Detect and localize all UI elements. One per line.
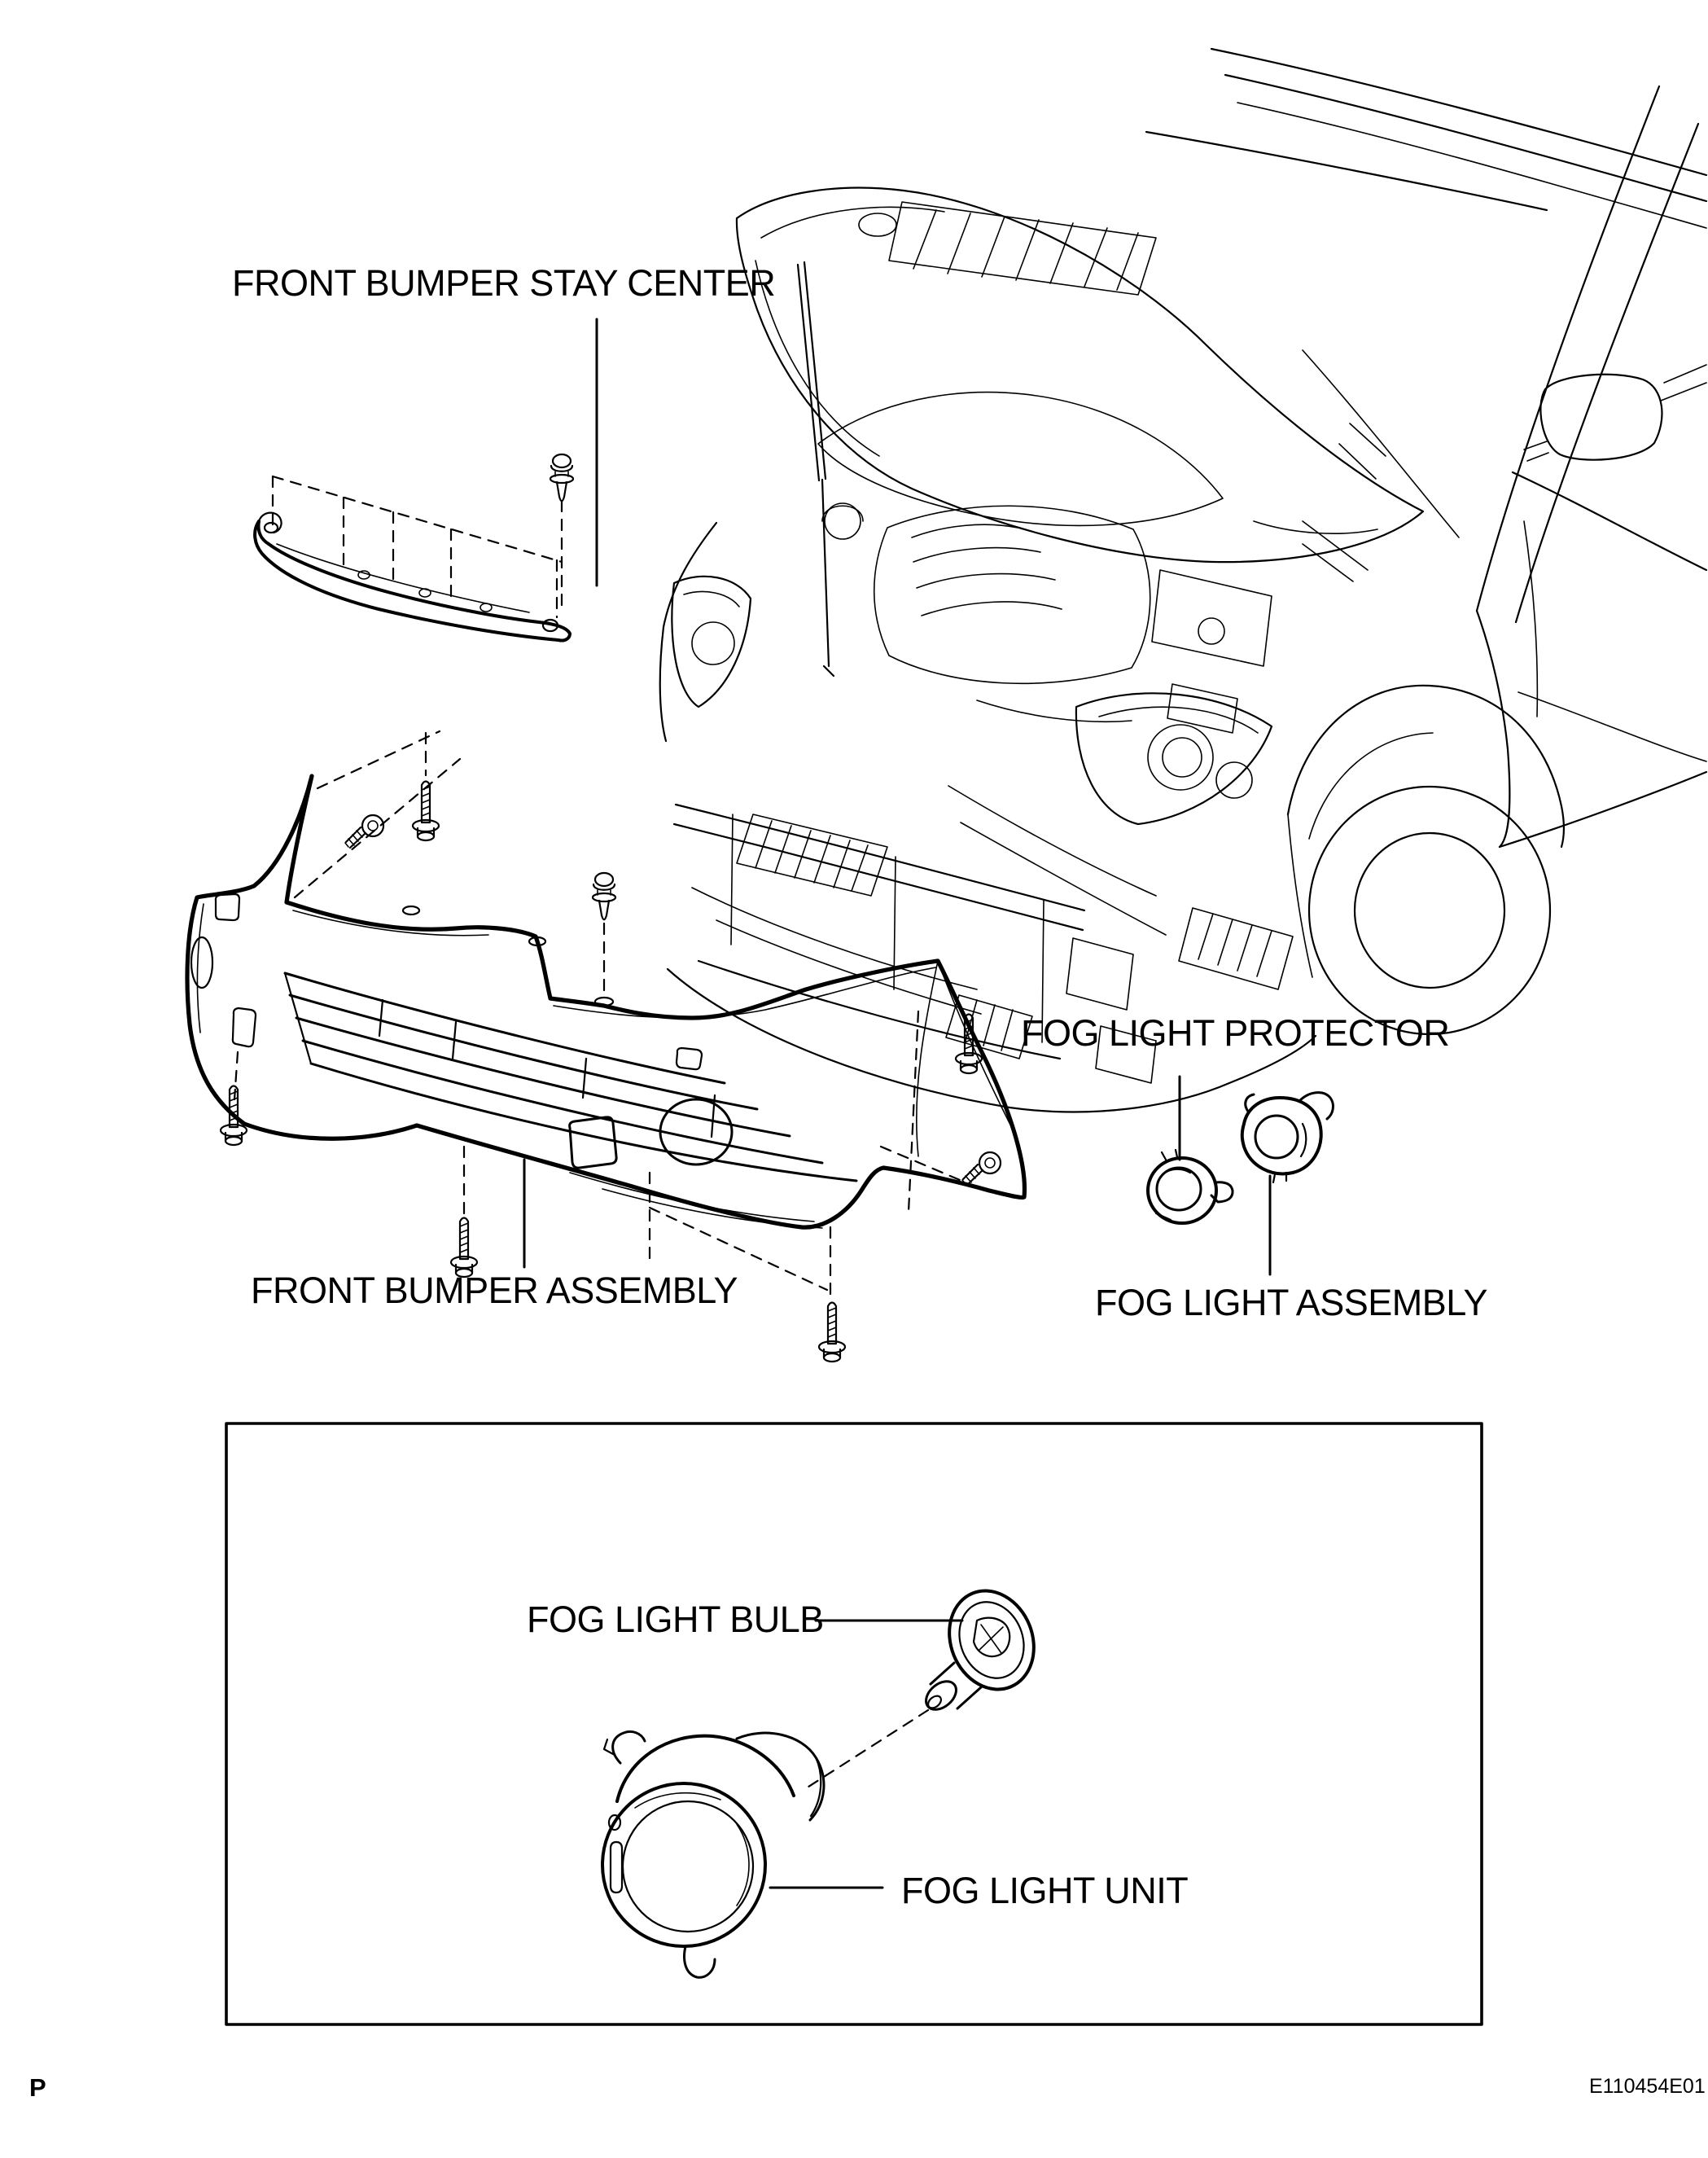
headlights	[660, 523, 1272, 824]
label-fog-light-protector: FOG LIGHT PROTECTOR	[1021, 1012, 1450, 1054]
front-wheel-tire	[1309, 787, 1550, 1034]
push-clip-top-center	[593, 873, 615, 919]
bumper-fasteners	[221, 731, 1001, 1362]
tapping-screw-right-lower	[962, 1152, 1001, 1185]
front-bumper-stay-center-part	[255, 454, 573, 641]
page-letter: P	[29, 2073, 46, 2102]
stay-dashed-guides	[273, 476, 562, 617]
door-and-body-lines	[1500, 472, 1706, 847]
stay-push-clip	[550, 454, 573, 501]
front-fender-and-wheel	[1288, 686, 1564, 1034]
roof-and-windshield	[1146, 49, 1706, 622]
side-mirror	[1524, 365, 1706, 461]
fog-light-unit-part	[602, 1731, 824, 1977]
cowl-and-wiper	[1303, 350, 1509, 847]
fog-light-opening	[660, 1099, 732, 1165]
hood-vent-grille	[859, 202, 1156, 295]
label-front-bumper-stay-center: FRONT BUMPER STAY CENTER	[232, 262, 776, 304]
label-fog-light-unit: FOG LIGHT UNIT	[901, 1870, 1189, 1911]
label-fog-light-assembly: FOG LIGHT ASSEMBLY	[1095, 1282, 1487, 1323]
label-fog-light-bulb: FOG LIGHT BULB	[527, 1599, 824, 1640]
radiator-support	[668, 786, 1316, 1112]
inset-border	[226, 1423, 1482, 2024]
fog-light-protector-part	[1148, 1150, 1233, 1223]
fog-light-bulb-part	[921, 1578, 1049, 1715]
front-wheel-rim	[1355, 833, 1504, 988]
front-bumper-assembly-part	[187, 731, 1024, 1362]
label-front-bumper-assembly: FRONT BUMPER ASSEMBLY	[251, 1270, 738, 1311]
screw-upper-left	[413, 782, 439, 841]
fog-light-assembly-part	[1242, 1093, 1334, 1182]
figure-code: E110454E01	[1589, 2075, 1706, 2098]
fog-light-inset	[226, 1423, 1482, 2024]
washer-nozzle	[859, 213, 896, 236]
screw-bottom-center	[451, 1218, 477, 1278]
tapping-screw-upper-left	[345, 815, 383, 848]
vehicle-illustration	[660, 49, 1706, 1112]
screw-bottom-right	[819, 1303, 845, 1362]
hood-support-rod	[798, 262, 834, 676]
